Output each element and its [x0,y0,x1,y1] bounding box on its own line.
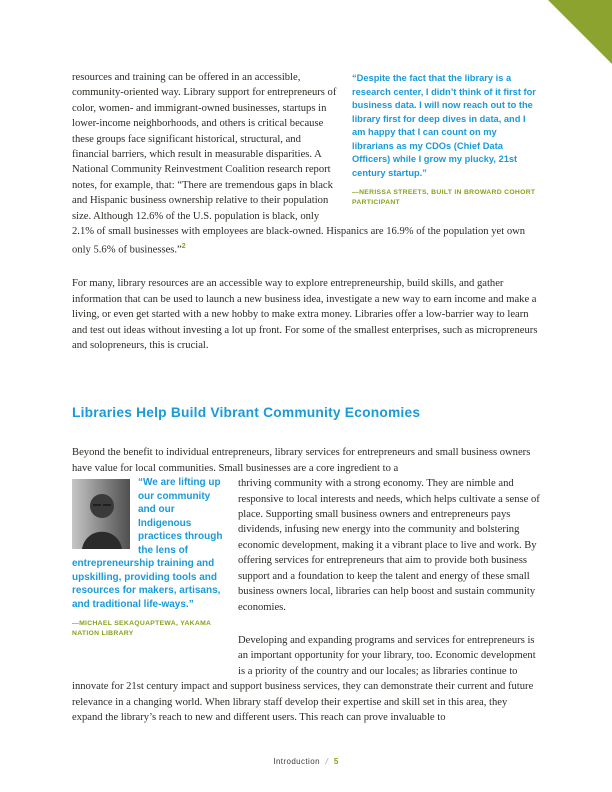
pull-quote-attribution: —NERISSA STREETS, BUILT IN BROWARD COHORT PARTICIPANT [352,189,536,206]
footnote-marker: 2 [181,243,186,251]
sidebar-quote-attribution: —MICHAEL SEKAQUAPTEWA, YAKAMA NATION LIBRARY [72,620,211,637]
community-section [72,445,540,743]
pull-quote-text: “Despite the fact that the library is a research center, I didn’t think of it first for business data. I will now reach out to the library first for deep dives in data, and I am happy that I can count on my librarians as my CDOs (Chief Data Officers) while I grow my plucky, 21st century startup.” [352,73,536,178]
sidebar-quote [72,476,224,638]
corner-triangle-shape [548,0,612,64]
footer-page-number: 5 [333,757,339,766]
body-paragraph-2: For many, library resources are an accessible way to explore entrepreneurship, build skills, and gather information that can be used to launch a new business idea, investigate a new way to earn income and make a living, or even get started with a new hobby to make extra money. Libraries offer a low-barrier way to learn and test out ideas without investing a lot up front. For some of the smallest enterprises, such as micropreneurs and solopreneurs, this is crucial. [72,278,538,352]
pull-quote [352,72,540,207]
page-footer [0,757,612,766]
section-heading: Libraries Help Build Vibrant Community Economies [72,405,421,421]
portrait-photo [72,479,130,549]
corner-triangle-decoration [546,0,612,64]
sidebar-quote-text: “We are lifting up our community and our Indigenous practices through the lens of entrepreneurship training and upskilling, providing tools and resources for makers, artisans, and traditional life-ways.” [72,477,223,610]
footer-separator: / [325,757,329,766]
page-content [72,70,540,743]
portrait-photo-image [72,479,130,549]
body-paragraph-1-text: resources and training can be offered in an accessible, community-oriented way. Library support for entrepreneurs of color, women- and immigrant-owned businesses, startups in lower-income neighborhoods, and others is critical because these groups face significant historical, structural, and financial barriers, which result in measurable disparities. A National Community Reinvestment Coalition research report notes, for example, that: “There are tremendous gaps in black and Hispanic business ownership relative to their population size. Although 12.6% of the U.S. population is black, only 2.1% of small businesses with employees are black-owned. Hispanics are 16.9% of the population yet own only 5.6% of businesses.” [72,72,526,256]
body-paragraph-4: Developing and expanding programs and services for entrepreneurs is an important opportunity for your library, too. Economic development is a priority of the country and our locales; as libraries continue to innovate for 21st century impact and support business services, they can demonstrate their current and future relevance in a changing world. When library staff develop their expertise and skill set in this area, they expand the library’s reach to new and different users. This reach can prove invaluable to [72,634,536,723]
footer-section-label: Introduction [273,757,320,766]
body-paragraph-3: thriving community with a strong economy. They are nimble and responsive to local interests and needs, which helps cultivate a sense of place. Supporting small business owners and entrepreneurs pays dividends, infusing new energy into the community and bolstering economic development, making it a vibrant place to live and work. By offering services for entrepreneurs that aim to provide both business support and a foundation to keep the talent and energy of these small business owners local, libraries can help boost and sustain community economies. [238,478,540,613]
intro-section [72,70,540,371]
body-paragraph-3-lead: Beyond the benefit to individual entrepreneurs, library services for entrepreneurs and small business owners have value for local communities. Small businesses are a core ingredient to a [72,447,531,474]
